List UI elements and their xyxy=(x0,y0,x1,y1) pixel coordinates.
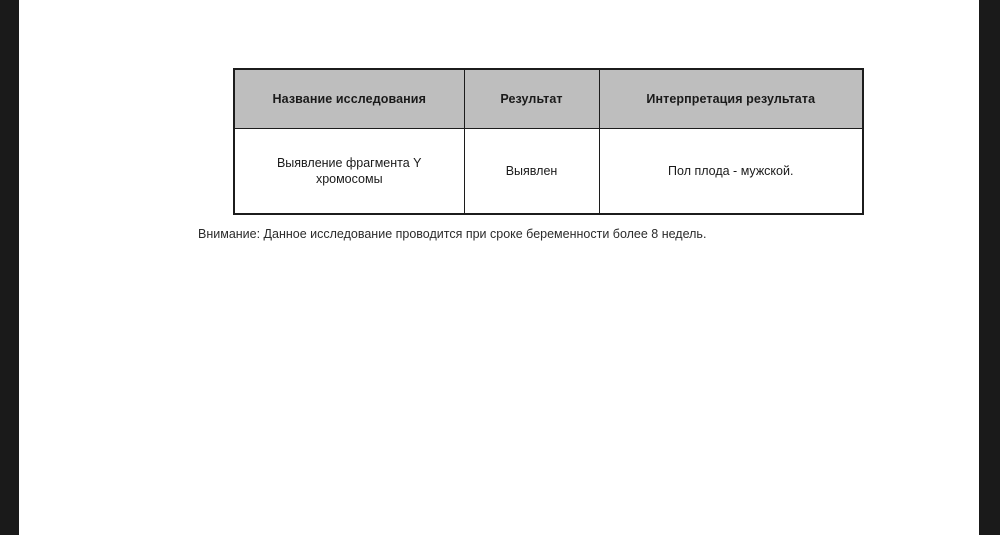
document-page xyxy=(19,0,979,535)
cell-result: Выявлен xyxy=(464,128,599,214)
lab-result-table xyxy=(233,68,864,215)
letterbox-bar-left xyxy=(0,0,19,535)
cell-interpretation: Пол плода - мужской. xyxy=(599,128,863,214)
column-header-study-name: Название исследования xyxy=(234,69,464,128)
column-header-interpretation: Интерпретация результата xyxy=(599,69,863,128)
table-header-row xyxy=(234,69,863,128)
table-header xyxy=(234,69,863,128)
cell-study-name: Выявление фрагмента Y хромосомы xyxy=(234,128,464,214)
table-row xyxy=(234,128,863,214)
table-body xyxy=(234,128,863,214)
column-header-result: Результат xyxy=(464,69,599,128)
letterbox-bar-right xyxy=(979,0,1000,535)
table-footnote: Внимание: Данное исследование проводится при сроке беременности более 8 недель. xyxy=(198,227,707,241)
